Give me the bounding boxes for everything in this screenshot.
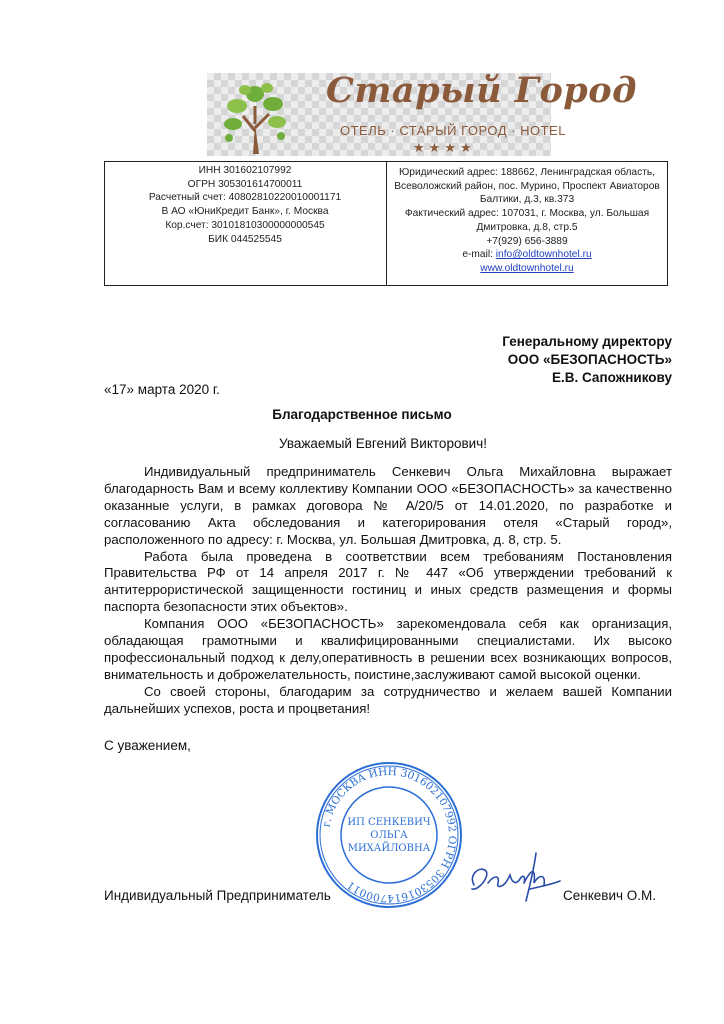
stamp-line-3: МИХАЙЛОВНА (347, 843, 431, 854)
hotel-stars: ★★★★ (413, 140, 476, 155)
email-line (390, 248, 664, 262)
corr-account: Кор.счет: 30101810300000000545 (165, 219, 325, 231)
paragraph: Работа была проведена в соответствии всем требованиям Постановления Правительства РФ от 14 апреля 2017 г. № 447 «Об утверждении требований к антитеррористической защищенности гостиниц и иных средств размещения и формы паспорта безопасности этих объектов». (104, 548, 672, 615)
addressee (370, 333, 672, 387)
actual-address-2: Дмитровка, д.8, стр.5 (476, 221, 578, 233)
addressee-company: ООО «БЕЗОПАСНОСТЬ» (507, 352, 672, 367)
address-contacts (390, 166, 664, 276)
stamp-seal (314, 760, 464, 910)
actual-address-1: Фактический адрес: 107031, г. Москва, ул. Большая (404, 208, 650, 220)
letter-body (104, 464, 672, 718)
email-label: e-mail: (462, 249, 496, 261)
email-link[interactable]: info@oldtownhotel.ru (495, 249, 592, 261)
stamp-line-1: ИП СЕНКЕВИЧ (347, 817, 431, 828)
legal-address-2: Всеволожский район, пос. Мурино, Проспект Авиаторов (394, 180, 660, 192)
requisites-divider (386, 161, 387, 286)
hotel-name: Старый Город (326, 70, 637, 111)
account: Расчетный счет: 40802810220010001171 (148, 192, 342, 204)
addressee-name: Е.В. Сапожникову (552, 370, 672, 385)
greeting: Уважаемый Евгений Викторович! (279, 436, 487, 451)
stamp-line-2: ОЛЬГА (370, 830, 408, 841)
website-line (390, 262, 664, 276)
handwritten-signature (464, 845, 564, 905)
ogrn: ОГРН 305301614700011 (187, 178, 303, 190)
bank: В АО «ЮниКредит Банк», г. Москва (161, 206, 329, 218)
tree-logo-icon (215, 76, 295, 156)
bik: БИК 044525545 (208, 233, 282, 245)
bank-requisites (110, 164, 380, 246)
legal-address-3: Балтики, д.3, кв.373 (479, 194, 575, 206)
addressee-position: Генеральному директору (502, 334, 672, 349)
website-link[interactable]: www.oldtownhotel.ru (480, 262, 574, 274)
inn: ИНН 301602107992 (198, 165, 292, 176)
signer-role: Индивидуальный Предприниматель (104, 888, 331, 903)
stamp-ring-text: г. МОСКВА ИНН 301602107992 ОГРН 305301614700011 (320, 765, 459, 905)
signer-name: Сенкевич О.М. (563, 888, 657, 903)
closing: С уважением, (104, 738, 191, 753)
letter-date: «17» марта 2020 г. (104, 382, 220, 397)
paragraph: Со своей стороны, благодарим за сотрудничество и желаем вашей Компании дальнейших успехов, роста и процветания! (104, 683, 672, 716)
hotel-subtitle: ОТЕЛЬ · СТАРЫЙ ГОРОД · HOTEL (340, 123, 566, 138)
paragraph: Компания ООО «БЕЗОПАСНОСТЬ» зарекомендовала себя как организация, обладающая грамотными и квалифицированными специалистами. Их высоко профессиональный подход к делу,оперативность в решении всех возникающих вопросов, внимательность и доброжелательность, поистине,заслуживают самой высокой оценки. (104, 616, 672, 682)
letter-title: Благодарственное письмо (272, 407, 452, 422)
paragraph: Индивидуальный предприниматель Сенкевич Ольга Михайловна выражает благодарность Вам и всему коллективу Компании ООО «БЕЗОПАСНОСТЬ» за качественно оказанные услуги, в рамках договора № А/20/5 от 14.01.2020, по разработке и согласованию Акта обследования и категорирования отеля «Старый город», расположенного по адресу: г. Москва, ул. Большая Дмитровка, д. 8, стр. 5. (104, 464, 672, 547)
phone: +7(929) 656-3889 (486, 235, 568, 247)
legal-address-1: Юридический адрес: 188662, Ленинградская область, (399, 167, 655, 178)
